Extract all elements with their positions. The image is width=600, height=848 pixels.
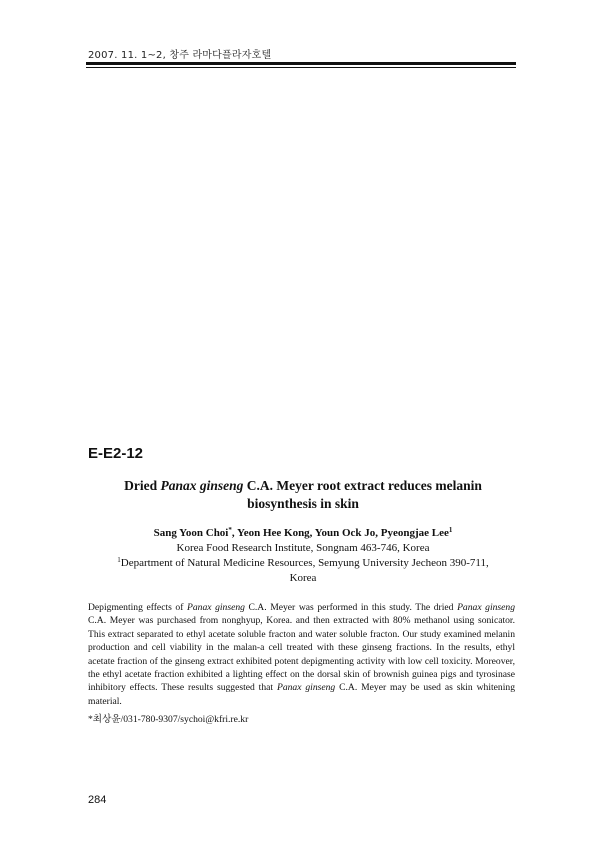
page-number: 284 <box>88 794 107 806</box>
abstract-species: Panax ginseng <box>457 602 515 613</box>
author-first: Sang Yoon Choi <box>153 527 229 539</box>
header-rule-thin <box>86 67 516 68</box>
abstract-text: C.A. Meyer may be used as skin whitening material. <box>88 682 515 707</box>
conference-header: 2007. 11. 1~2, 창주 라마다플라자호텔 <box>88 50 272 61</box>
author-names <box>88 526 518 541</box>
affiliation-2-text: Department of Natural Medicine Resources, Semyung University Jecheon 390-711, <box>120 557 489 569</box>
abstract-text: C.A. Meyer was purchased from nonghyup, Korea. and then extracted with 80% methanol using sonicator. This extract separated to ethyl acetate soluble fracton and water soluble fracton. Our study examined melanin production and cell viability in the malan-a cell treated with these ginseng fractions. In the results, ethyl acetate fraction of the ginseng extract exhibited potent depigmenting activity with low cell toxicity. Moreover, the ethyl acetate fraction exhibited a lighting effect on the dorsal skin of brownish guinea pigs and tyrosinase inhibitory effects. These results suggested that <box>88 615 515 694</box>
affiliation-2-mark: 1 <box>117 556 121 564</box>
contact-info: *최상윤/031-780-9307/sychoi@kfri.re.kr <box>88 714 249 725</box>
header-rule-thick <box>86 62 516 65</box>
abstract-species: Panax ginseng <box>276 682 336 694</box>
title-part2: C.A. Meyer root extract reduces melanin <box>243 478 482 493</box>
abstract-text: C.A. Meyer was performed in this study. The dried <box>244 602 458 613</box>
affiliation-mark: 1 <box>448 526 453 534</box>
title-part1: Dried <box>124 478 161 493</box>
abstract-text: Depigmenting effects of <box>88 602 187 613</box>
author-rest: , Yeon Hee Kong, Youn Ock Jo, Pyeongjae Lee <box>231 527 449 539</box>
paper-title <box>88 477 518 513</box>
affiliation-2-line2: Korea <box>289 572 317 584</box>
abstract-species: Panax ginseng <box>187 602 245 613</box>
corresponding-mark: * <box>228 526 232 534</box>
title-line2: biosynthesis in skin <box>247 496 359 511</box>
abstract-body <box>88 601 515 708</box>
author-block <box>88 526 518 586</box>
affiliation-2 <box>88 556 518 571</box>
title-species: Panax ginseng <box>160 478 244 493</box>
affiliation-1: Korea Food Research Institute, Songnam 463-746, Korea <box>176 542 430 554</box>
abstract-code: E-E2-12 <box>88 445 144 462</box>
